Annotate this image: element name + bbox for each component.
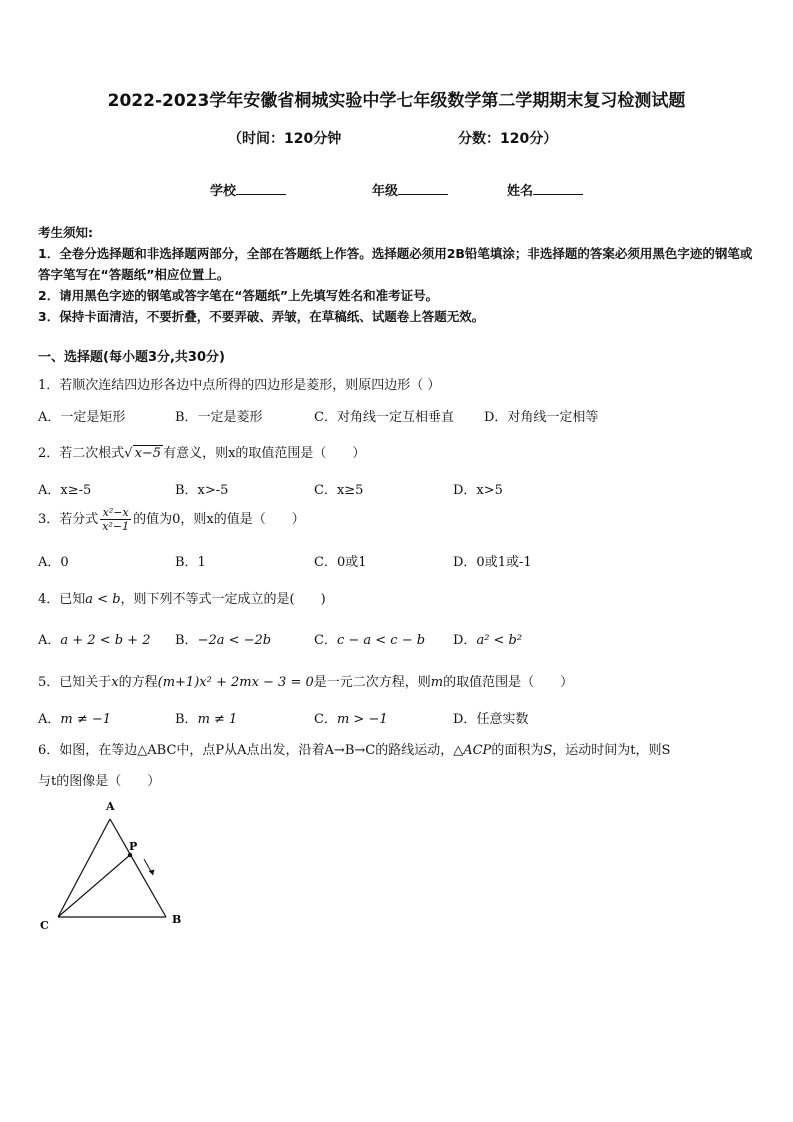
q2-radicand: x−5: [134, 446, 162, 461]
q4-expr-a: a + 2 < b + 2: [60, 633, 151, 648]
name-field: [507, 180, 583, 199]
q4-option-b: [175, 629, 271, 648]
q5-label-b: B．: [175, 712, 198, 727]
q4-stem-b: ，则下列不等式一定成立的是( ): [120, 592, 326, 607]
q4-label-c: C．: [314, 633, 337, 648]
q4-expr-d: a² < b²: [476, 633, 523, 648]
q1-option-c: C．对角线一定互相垂直: [314, 410, 454, 425]
q4-expr-c: c − a < c − b: [336, 633, 426, 648]
q5-option-a: [38, 708, 111, 727]
question-4-stem: [38, 588, 326, 607]
q3-fraction: [100, 506, 131, 533]
q5-expr-b: m ≠ 1: [197, 712, 238, 727]
q3-stem-a: 3．若分式: [38, 512, 99, 527]
triangle-diagram: [32, 795, 192, 935]
question-5-stem: [38, 671, 573, 690]
q5-option-b: [175, 708, 237, 727]
label-p: P: [129, 840, 138, 853]
school-field: [210, 180, 286, 199]
q2-option-d: D．x>5: [453, 483, 503, 498]
grade-blank: [398, 182, 448, 195]
q5-equation: (m+1)x² + 2mx − 3 = 0: [157, 675, 314, 690]
q6-text-b: 的面积为: [491, 743, 544, 758]
q6-text-a: 6．如图，在等边△ABC中，点P从A点出发，沿着A→B→C的路线运动，: [38, 743, 454, 758]
point-p: [128, 853, 132, 857]
q4-stem-a: 4．已知: [38, 592, 86, 607]
question-1-stem: 1．若顺次连结四边形各边中点所得的四边形是菱形，则原四边形（ ）: [38, 378, 441, 393]
side-ac: [58, 819, 110, 917]
q4-label-b: B．: [175, 633, 198, 648]
q3-stem-b: 的值为0，则x的值是（ ）: [133, 512, 305, 527]
q1-option-d: D．对角线一定相等: [484, 410, 599, 425]
label-c: C: [40, 919, 49, 932]
q4-condition: a < b: [85, 592, 121, 607]
label-b: B: [172, 913, 182, 926]
grade-label: 年级: [372, 184, 399, 199]
page-title: 2022-2023学年安徽省桐城实验中学七年级数学第二学期期末复习检测试题: [107, 91, 686, 111]
school-label: 学校: [210, 184, 237, 199]
q4-option-d: [453, 629, 522, 648]
q5-option-d: [453, 708, 528, 727]
name-blank: [533, 182, 583, 195]
exam-time: （时间：120分钟: [228, 131, 342, 147]
q2-stem-b: 有意义，则x的取值范围是（ ）: [163, 446, 366, 461]
q2-option-a: A．x≥-5: [38, 483, 92, 498]
q2-sqrt: √ x−5: [124, 446, 162, 461]
q5-expr-c: m > −1: [336, 712, 388, 727]
q5-stem-a: 5．已知关于: [38, 675, 112, 690]
q6-triangle: △ACP: [453, 743, 492, 758]
section-heading: 一、选择题(每小题3分,共30分): [38, 350, 225, 365]
notice-item-2: 2．请用黑色字迹的钢笔或答字笔在“答题纸”上先填写姓名和准考证号。: [38, 288, 439, 303]
q3-option-a: A．0: [38, 555, 69, 570]
notice-item-1: 1．全卷分选择题和非选择题两部分，全部在答题纸上作答。选择题必须用2B铅笔填涂；非选择题的答案必须用黑色字迹的钢笔或答字笔写在“答题纸”相应位置上。: [38, 246, 753, 282]
q5-text-d: 任意实数: [476, 712, 529, 727]
q4-label-a: A．: [38, 633, 61, 648]
q5-stem-d: 的取值范围是（ ）: [443, 675, 574, 690]
q5-label-c: C．: [314, 712, 337, 727]
q4-label-d: D．: [453, 633, 477, 648]
q4-option-c: [314, 629, 425, 648]
side-ab: [110, 819, 166, 917]
q5-label-d: D．: [453, 712, 477, 727]
notice-heading: 考生须知:: [38, 225, 93, 240]
q3-numerator: x²−x: [100, 506, 131, 520]
q2-option-b: B．x>-5: [175, 483, 229, 498]
q5-label-a: A．: [38, 712, 61, 727]
q3-option-b: B．1: [175, 555, 206, 570]
question-6-line-2: 与t的图像是（ ）: [38, 774, 161, 789]
q5-var: x: [111, 675, 119, 690]
name-label: 姓名: [507, 184, 534, 199]
q5-expr-a: m ≠ −1: [60, 712, 112, 727]
question-2-stem: [38, 442, 365, 461]
label-a: A: [106, 800, 115, 813]
triangle-figure: [32, 795, 192, 935]
q5-stem-c: 是一元二次方程，则: [313, 675, 431, 690]
question-3-stem: [38, 506, 305, 533]
q3-option-d: D．0或1或-1: [453, 555, 532, 570]
grade-field: [372, 180, 448, 199]
q3-denominator: x²−1: [102, 520, 130, 533]
school-blank: [236, 182, 286, 195]
q4-expr-b: −2a < −2b: [197, 633, 272, 648]
q5-var2: m: [430, 675, 444, 690]
direction-arrow-icon: [149, 870, 155, 876]
exam-score: 分数：120分）: [458, 131, 558, 147]
q3-option-c: C．0或1: [314, 555, 367, 570]
q2-option-c: C．x≥5: [314, 483, 364, 498]
segment-cp: [58, 855, 130, 917]
q1-option-a: A．一定是矩形: [38, 410, 126, 425]
q1-option-b: B．一定是菱形: [175, 410, 263, 425]
q4-option-a: [38, 629, 150, 648]
q5-option-c: [314, 708, 388, 727]
q6-s: S: [543, 743, 553, 758]
q2-stem-a: 2．若二次根式: [38, 446, 125, 461]
q6-text-c: ，运动时间为t，则S: [552, 743, 671, 758]
question-6-line-1: [38, 739, 670, 758]
notice-item-3: 3．保持卡面清洁，不要折叠，不要弄破、弄皱，在草稿纸、试题卷上答题无效。: [38, 309, 485, 324]
q5-stem-b: 的方程: [118, 675, 158, 690]
